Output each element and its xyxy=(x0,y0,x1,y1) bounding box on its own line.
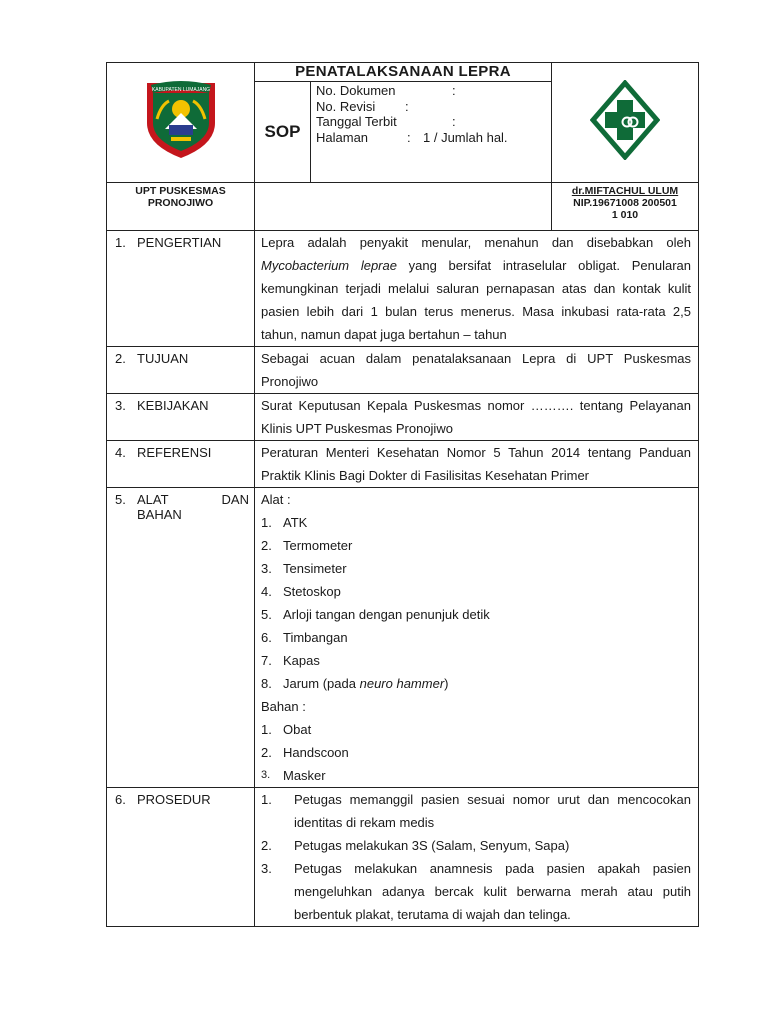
list-item: 2. Termometer xyxy=(261,538,353,553)
regency-emblem-icon xyxy=(141,79,221,161)
puskesmas-logo-cell xyxy=(552,63,699,183)
signatory-name: dr.MIFTACHUL ULUM xyxy=(571,185,679,197)
list-item: 1. ATK xyxy=(261,515,308,530)
doc-field-revision: No. Revisi : xyxy=(316,98,409,114)
signatory: dr.MIFTACHUL ULUM NIP.19671008 200501 1 010 xyxy=(552,183,699,231)
section-label-tujuan: 2. TUJUAN xyxy=(107,347,255,394)
organization-name: UPT PUSKESMAS PRONOJIWO xyxy=(107,183,255,231)
section-label-pengertian: 1. PENGERTIAN xyxy=(107,231,255,347)
list-item: 1. Obat xyxy=(261,722,312,737)
list-item: 3. Tensimeter xyxy=(261,561,347,576)
section-content-tujuan: Sebagai acuan dalam penatalaksanaan Lepra di UPT Puskesmas Pronojiwo xyxy=(255,347,699,394)
document-title: PENATALAKSANAAN LEPRA xyxy=(255,63,552,82)
bahan-heading: Bahan : xyxy=(261,699,306,714)
logo-caption: KABUPATEN LUMAJANG xyxy=(151,87,210,93)
section-content-kebijakan: Surat Keputusan Kepala Puskesmas nomor ………. tentang Pelayanan Klinis UPT Puskesmas Pronojiwo xyxy=(255,394,699,441)
puskesmas-logo-icon xyxy=(590,80,660,160)
doc-field-page: Halaman : 1 / Jumlah hal. xyxy=(316,129,508,145)
list-item: 3. Masker xyxy=(261,768,326,783)
list-item: 4. Stetoskop xyxy=(261,584,341,599)
section-content-pengertian: Lepra adalah penyakit menular, menahun dan disebabkan oleh Mycobacterium leprae yang bersifat intraselular obligat. Penularan kemungkinan terjadi melalui saluran pernapasan atas dan kontak kulit pasien lebih dari 1 bulan terus menerus. Masa inkubasi rata-rata 2,5 tahun, namun dapat juga bertahun – tahun xyxy=(255,231,699,347)
section-label-alat-bahan: 5. ALAT DAN BAHAN xyxy=(107,488,255,788)
section-label-kebijakan: 3. KEBIJAKAN xyxy=(107,394,255,441)
list-item: 7. Kapas xyxy=(261,653,320,668)
section-content-prosedur xyxy=(255,788,699,927)
list-item: 8. Jarum (pada neuro hammer) xyxy=(261,676,449,691)
sop-document xyxy=(106,62,698,927)
document-info xyxy=(311,82,552,183)
blank-cell xyxy=(255,183,552,231)
procedure-step: 1. Petugas memanggil pasien sesuai nomor urut dan mencocokan identitas di rekam medis xyxy=(261,792,691,830)
signatory-nip: NIP.19671008 200501 xyxy=(573,197,677,209)
list-item: 2. Handscoon xyxy=(261,745,349,760)
sop-label: SOP xyxy=(255,82,311,183)
procedure-step: 3. Petugas melakukan anamnesis pada pasien apakah pasien mengeluhkan adanya bercak kulit berwarna merah atau putih berbentuk plakat, terutama di wajah dan telinga. xyxy=(261,861,691,922)
section-content-referensi: Peraturan Menteri Kesehatan Nomor 5 Tahun 2014 tentang Panduan Praktik Klinis Bagi Dokter di Fasilisitas Kesehatan Primer xyxy=(255,441,699,488)
list-item: 5. Arloji tangan dengan penunjuk detik xyxy=(261,607,490,622)
sop-table xyxy=(106,62,699,927)
procedure-step: 2. Petugas melakukan 3S (Salam, Senyum, Sapa) xyxy=(261,838,570,853)
section-label-referensi: 4. REFERENSI xyxy=(107,441,255,488)
list-item: 6. Timbangan xyxy=(261,630,348,645)
alat-heading: Alat : xyxy=(261,492,291,507)
section-label-prosedur: 6. PROSEDUR xyxy=(107,788,255,927)
regency-logo-cell xyxy=(107,63,255,183)
doc-field-date: Tanggal Terbit : xyxy=(316,114,456,129)
doc-field-number: No. Dokumen : xyxy=(316,83,456,98)
section-content-alat-bahan xyxy=(255,488,699,788)
